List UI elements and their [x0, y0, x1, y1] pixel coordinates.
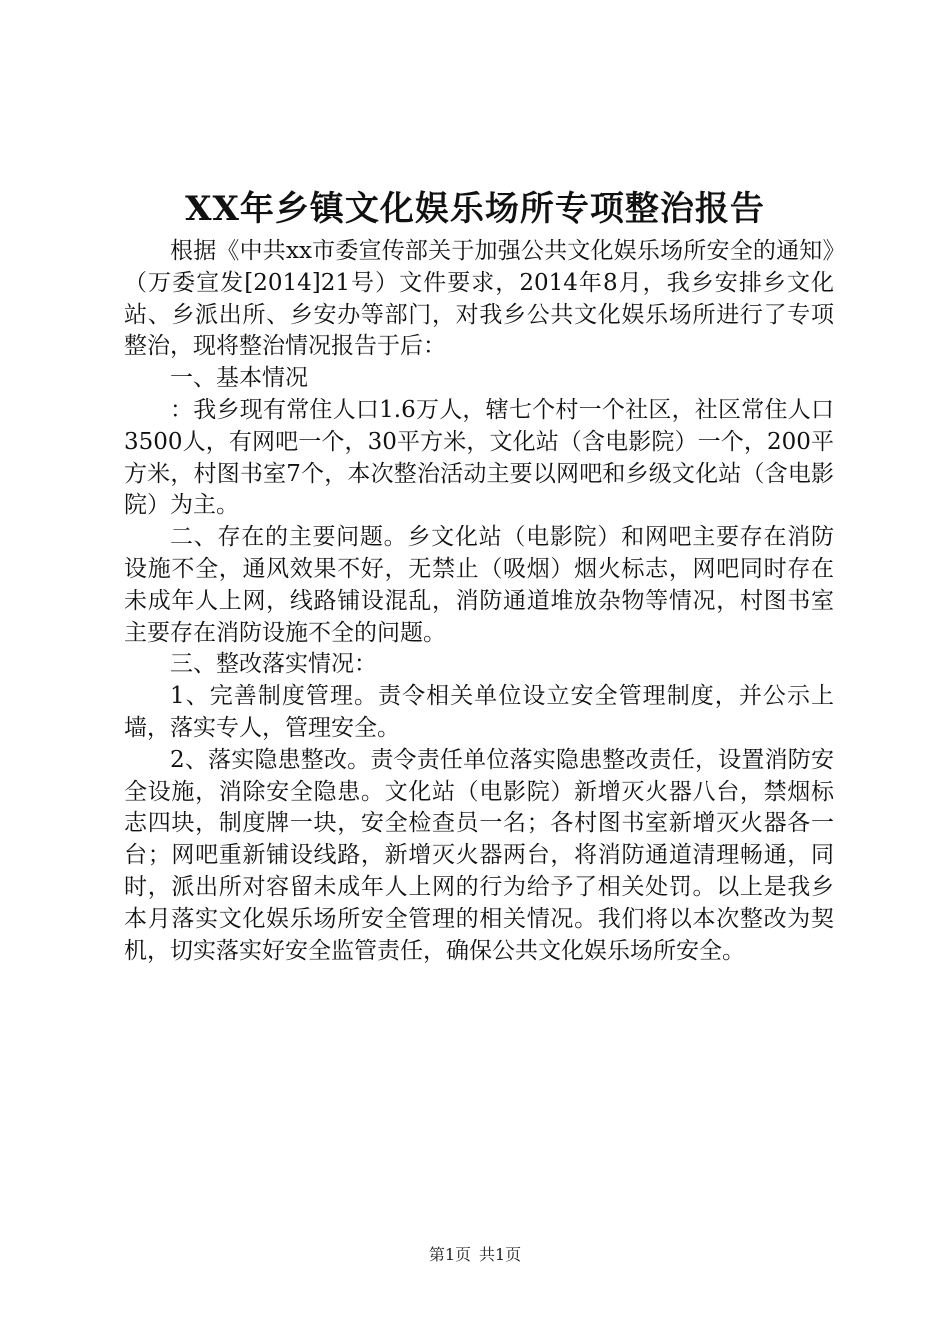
- page-footer: [0, 1244, 950, 1266]
- paragraph-rectification-1: 1、完善制度管理。责令相关单位设立安全管理制度，并公示上墙，落实专人，管理安全。: [124, 683, 834, 741]
- paragraph-main-problems: 二、存在的主要问题。乡文化站（电影院）和网吧主要存在消防设施不全，通风效果不好，无禁止（吸烟）烟火标志，网吧同时存在未成年人上网，线路铺设混乱，消防通道堆放杂物等情况，村图书室主要存在消防设施不全的问题。: [124, 524, 834, 646]
- paragraph-basic-situation: ：我乡现有常住人口1.6万人，辖七个村一个社区，社区常住人口3500人，有网吧一个，30平方米，文化站（含电影院）一个，200平方米，村图书室7个，本次整治活动主要以网吧和乡级文化站（含电影院）为主。: [124, 396, 834, 519]
- paragraph-intro: 根据《中共xx市委宣传部关于加强公共文化娱乐场所安全的通知》（万委宣发[2014]21号）文件要求，2014年8月，我乡安排乡文化站、乡派出所、乡安办等部门，对我乡公共文化娱乐场所进行了专项整治，现将整治情况报告于后：: [124, 238, 834, 360]
- heading-rectification: 三、整改落实情况：: [170, 651, 377, 678]
- paragraph-rectification-2: 2、落实隐患整改。责令责任单位落实隐患整改责任，设置消防安全设施，消除安全隐患。文化站（电影院）新增灭火器八台，禁烟标志四块，制度牌一块，安全检查员一名；各村图书室新增灭火器各一台；网吧重新铺设线路，新增灭火器两台，将消防通道清理畅通，同时，派出所对容留未成年人上网的行为给予了相关处罚。以上是我乡本月落实文化娱乐场所安全管理的相关情况。我们将以本次整改为契机，切实落实好安全监管责任，确保公共文化娱乐场所安全。: [124, 746, 834, 964]
- page-number-total: 共1页: [479, 1245, 522, 1264]
- page-number-current: 第1页: [428, 1245, 471, 1264]
- document-body: [124, 236, 834, 967]
- document-title: XX年乡镇文化娱乐场所专项整治报告: [185, 189, 765, 229]
- heading-basic-situation: 一、基本情况: [170, 365, 308, 392]
